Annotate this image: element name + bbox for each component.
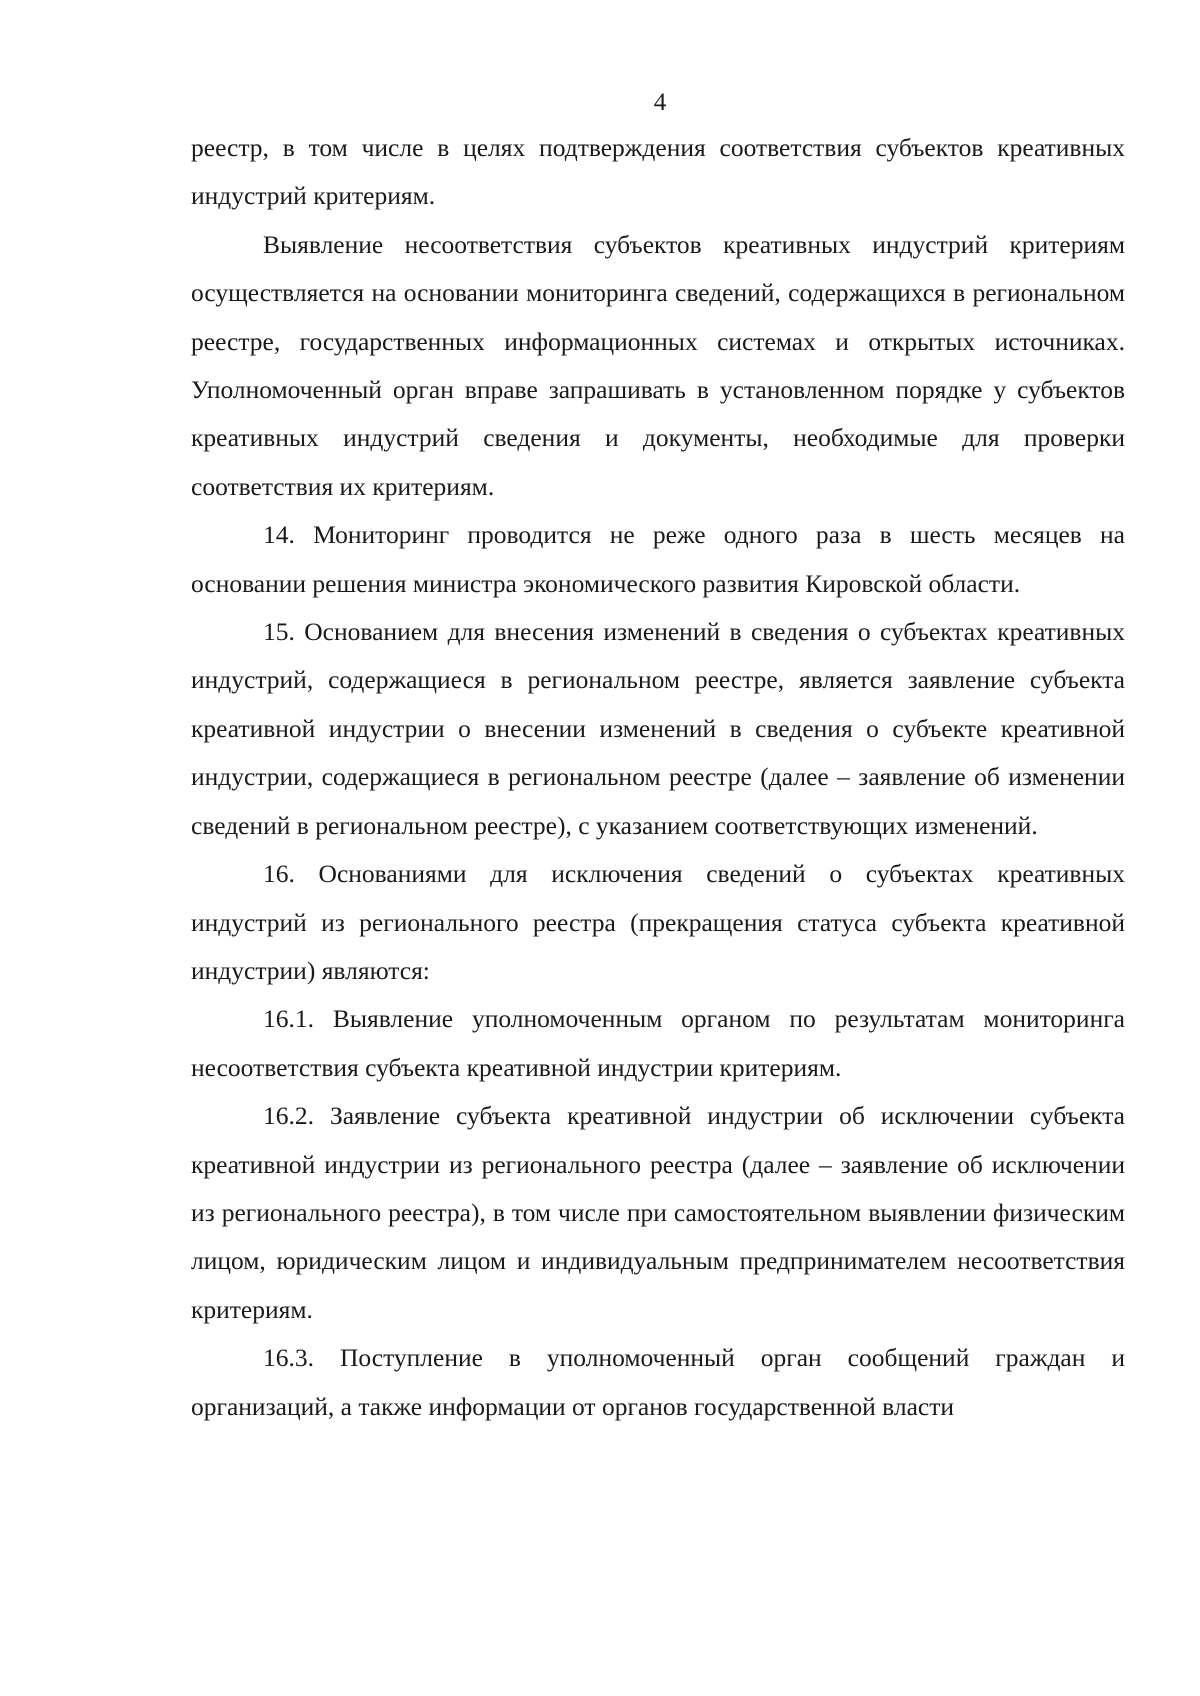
- page-number: 4: [653, 89, 667, 116]
- paragraph-noncompliance: Выявление несоответствия субъектов креативных индустрий критериям осуществляется на основании мониторинга сведений, содержащихся в региональном реестре, государственных информационных системах и открытых источниках. Уполномоченный орган вправе запрашивать в установленном порядке у субъектов креативных индустрий сведения и документы, необходимые для проверки соответствия их критериям.: [191, 229, 1125, 501]
- paragraph-15: 15. Основанием для внесения изменений в сведения о субъектах креативных индустрий, содержащиеся в региональном реестре, является заявление субъекта креативной индустрии о внесении изменений в сведения о субъекте креативной индустрии, содержащиеся в региональном реестре (далее – заявление об изменении сведений в региональном реестре), с указанием соответствующих изменений.: [191, 617, 1125, 840]
- paragraph-14: 14. Мониторинг проводится не реже одного раза в шесть месяцев на основании решения министра экономического развития Кировской области.: [191, 520, 1125, 598]
- paragraph-16-1: 16.1. Выявление уполномоченным органом по результатам мониторинга несоответствия субъекта креативной индустрии критериям.: [191, 1004, 1125, 1082]
- paragraph-16-3: 16.3. Поступление в уполномоченный орган сообщений граждан и организаций, а также информации от органов государственной власти: [191, 1343, 1125, 1421]
- paragraph-continuation: реестр, в том числе в целях подтверждения соответствия субъектов креативных индустрий критериям.: [191, 133, 1125, 211]
- document-body: [191, 124, 1125, 1431]
- paragraph-16: 16. Основаниями для исключения сведений о субъектах креативных индустрий из регионального реестра (прекращения статуса субъекта креативной индустрии) являются:: [191, 859, 1125, 985]
- paragraph-16-2: 16.2. Заявление субъекта креативной индустрии об исключении субъекта креативной индустрии из регионального реестра (далее – заявление об исключении из регионального реестра), в том числе при самостоятельном выявлении физическим лицом, юридическим лицом и индивидуальным предпринимателем несоответствия критериям.: [191, 1101, 1125, 1324]
